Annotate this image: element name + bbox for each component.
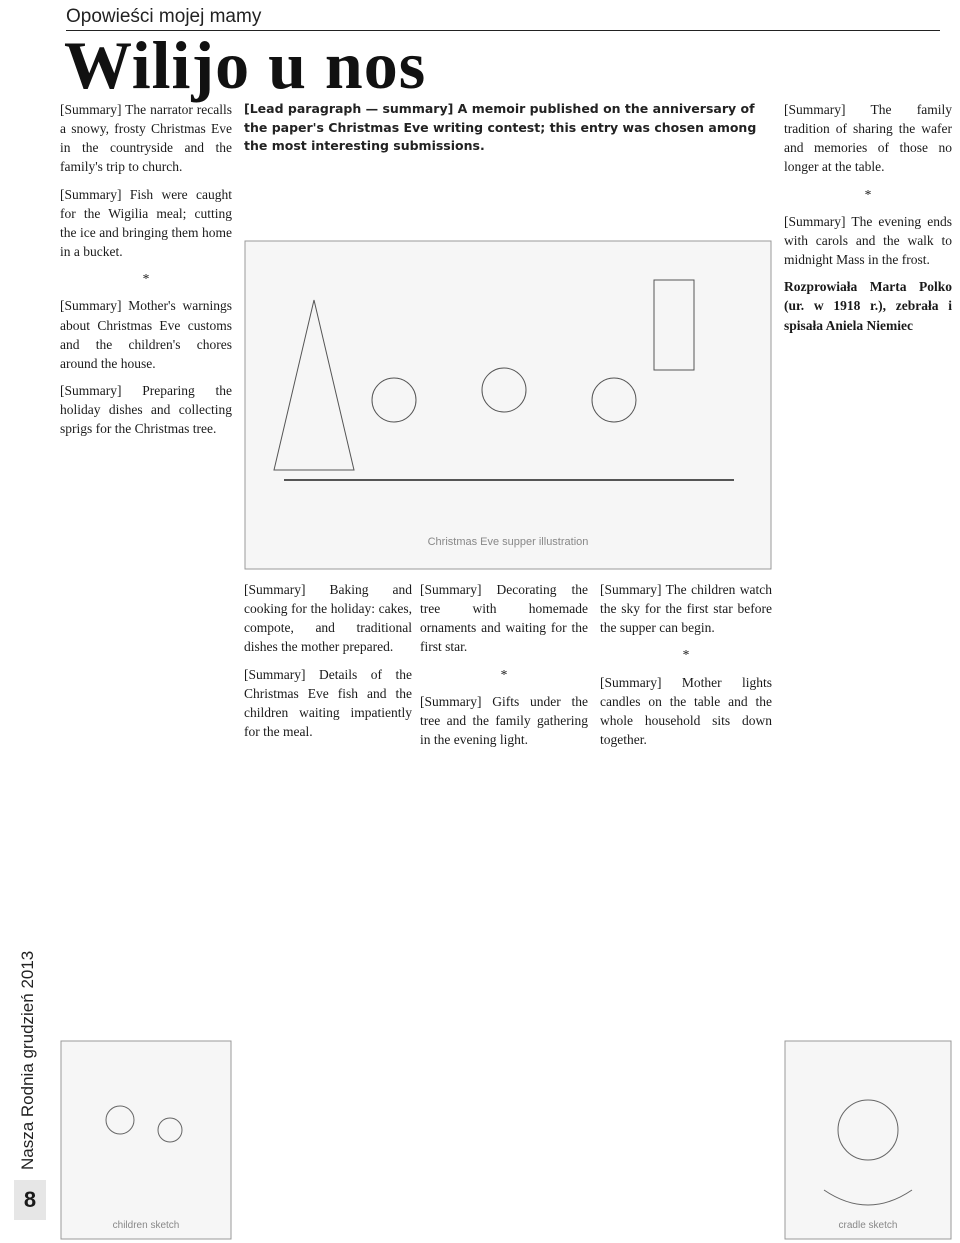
svg-text:Christmas Eve supper illustrat: Christmas Eve supper illustration [427,536,589,548]
text-column-4 [784,100,952,343]
paragraph: [Summary] The narrator recalls a snowy, frosty Christmas Eve in the countryside and the family's trip to church. [60,102,232,175]
paragraph: [Summary] Baking and cooking for the holiday: cakes, compote, and traditional dishes the mother prepared. [244,582,412,655]
section-divider: * [682,647,690,663]
section-divider: * [142,271,150,287]
paragraph: [Summary] The children watch the sky for the first star before the supper can begin. [600,582,772,636]
section-divider: * [500,666,508,682]
article-headline: Wilijo u nos [64,27,427,103]
paragraph: [Summary] Fish were caught for the Wigilia meal; cutting the ice and bringing them home in a bucket. [60,186,232,260]
paragraph: [Summary] Decorating the tree with homemade ornaments and waiting for the first star. [420,582,588,655]
text-column-5 [600,580,772,757]
svg-text:cradle sketch: cradle sketch [838,1220,898,1231]
running-footer: Nasza Rodnia grudzień 2013 [18,950,37,1170]
author-signature: Rozprowiała Marta Polko (ur. w 1918 r.), zebrała i spisała Aniela Niemiec [784,279,952,333]
children-sketch [60,1040,232,1240]
page-number: 8 [14,1180,46,1220]
cradle-sketch [784,1040,952,1240]
svg-text:children sketch: children sketch [112,1220,180,1231]
paragraph: [Summary] Gifts under the tree and the family gathering in the evening light. [420,693,588,748]
paragraph: [Summary] Preparing the holiday dishes and collecting sprigs for the Christmas tree. [60,383,232,437]
series-label: Opowieści mojej mamy [66,6,262,27]
page-sidebar [14,1180,46,1212]
paragraph: [Summary] The family tradition of sharing the wafer and memories of those no longer at the table. [784,102,952,175]
paragraph: [Summary] Mother's warnings about Christmas Eve customs and the children's chores around the house. [60,298,232,371]
text-column-2 [244,580,412,749]
paragraph: [Summary] Mother lights candles on the table and the whole household sits down together. [600,674,772,748]
section-divider: * [864,186,872,202]
text-column-3 [420,580,588,757]
text-column-1 [60,100,232,447]
christmas-eve-illustration [244,240,772,570]
paragraph: [Summary] The evening ends with carols and the walk to midnight Mass in the frost. [784,213,952,268]
lead-paragraph: [Lead paragraph — summary] A memoir published on the anniversary of the paper's Christmas Eve writing contest; this entry was chosen among the most interesting submissions. [244,101,757,153]
paragraph: [Summary] Details of the Christmas Eve fish and the children waiting impatiently for the meal. [244,666,412,740]
